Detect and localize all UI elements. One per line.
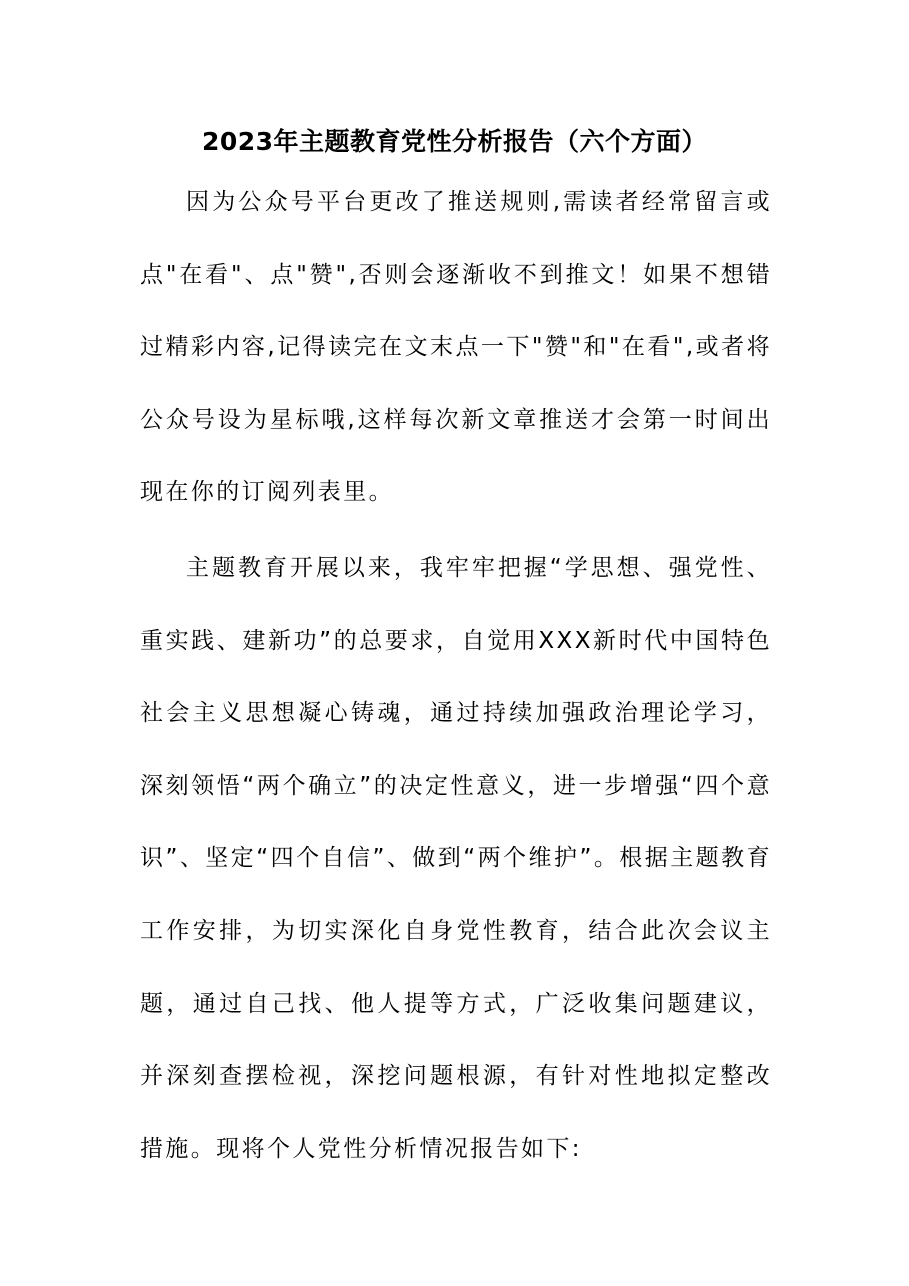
paragraph-intro: 主题教育开展以来，我牢牢把握“学思想、强党性、重实践、建新功”的总要求，自觉用XXX新时代中国特色社会主义思想凝心铸魂，通过持续加强政治理论学习，深刻领悟“两个确立”的决定性意义，进一步增强“四个意识”、坚定“四个自信”、做到“两个维护”。根据主题教育工作安排，为切实深化自身党性教育，结合此次会议主题，通过自己找、他人提等方式，广泛收集问题建议，并深刻查摆检视，深挖问题根源，有针对性地拟定整改措施。现将个人党性分析情况报告如下: [140, 555, 772, 1162]
document-title: 2023年主题教育党性分析报告（六个方面） [201, 127, 708, 156]
paragraph-notice: 因为公众号平台更改了推送规则,需读者经常留言或点"在看"、点"赞",否则会逐渐收不到推文！如果不想错过精彩内容,记得读完在文末点一下"赞"和"在看",或者将公众号设为星标哦,这样每次新文章推送才会第一时间出现在你的订阅列表里。 [140, 189, 772, 506]
